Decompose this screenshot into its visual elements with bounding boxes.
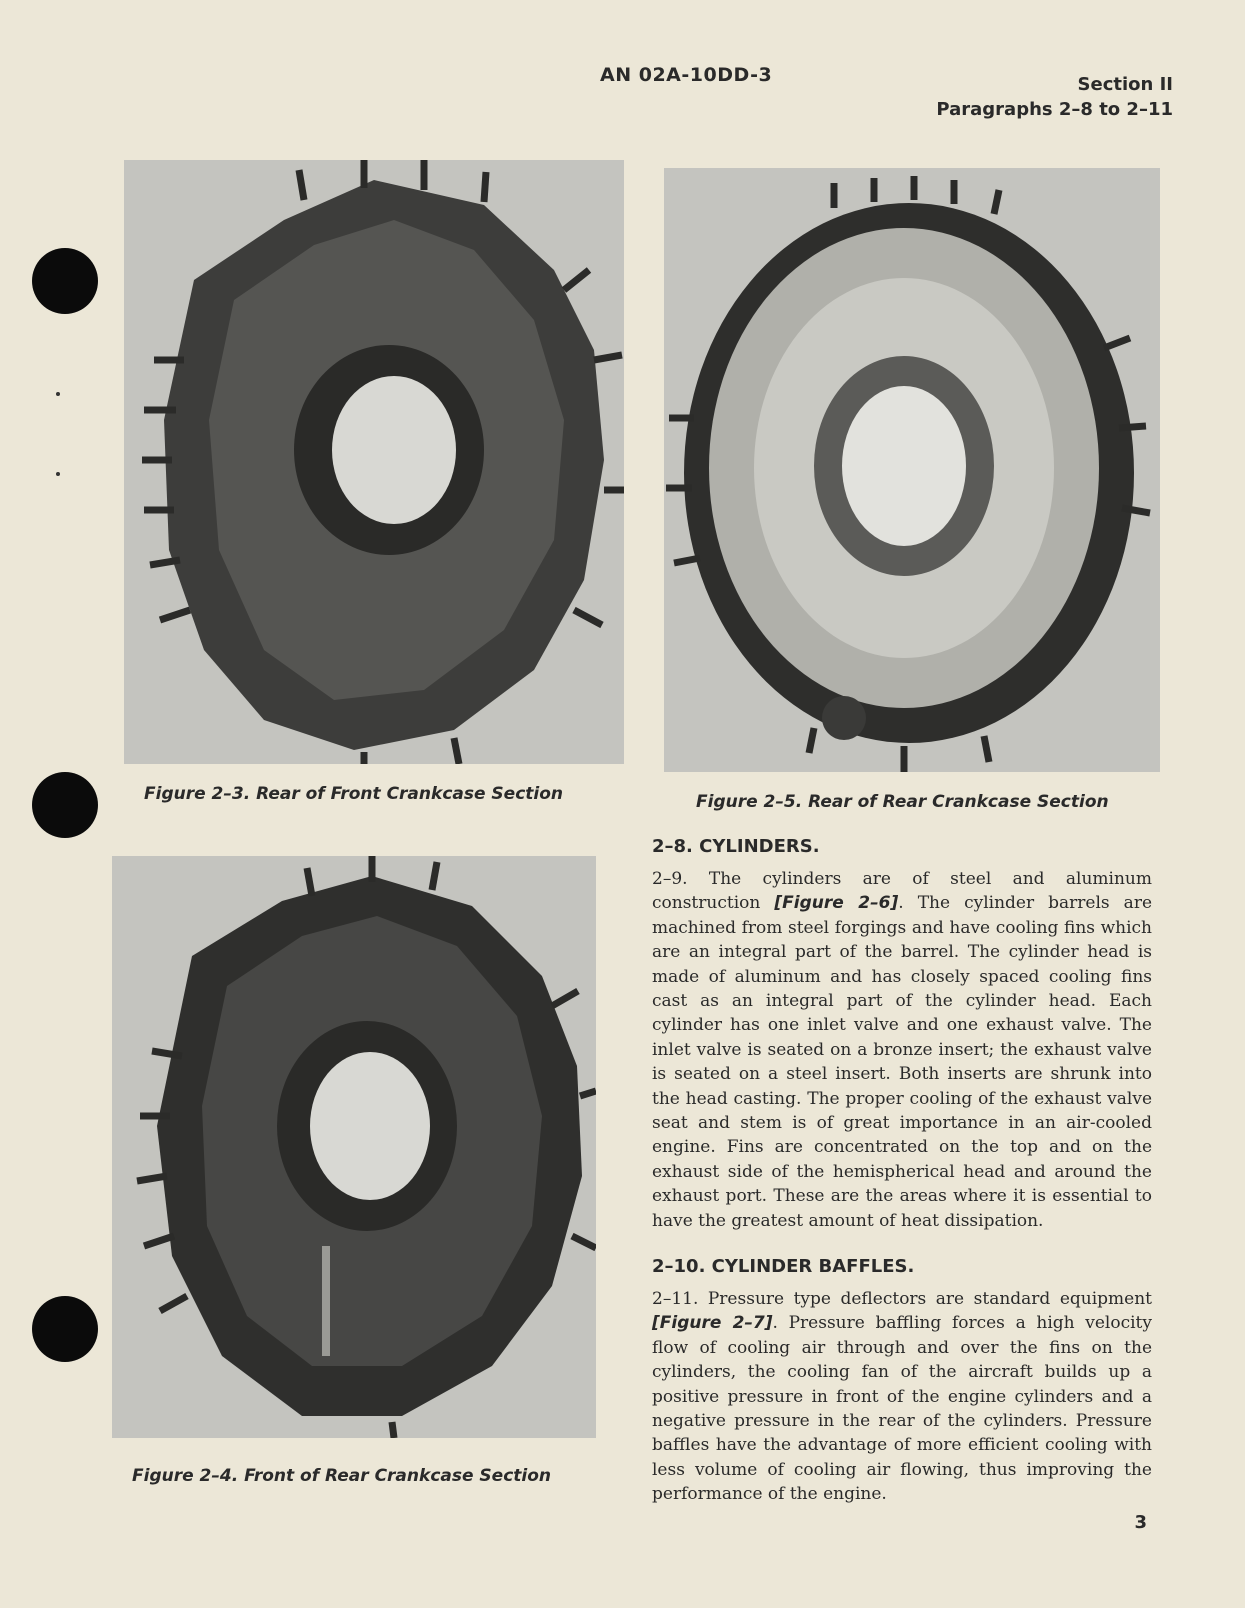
crankcase-photo [664,168,1160,772]
crankcase-photo [124,160,624,764]
figure-2-4-photo [112,856,596,1438]
section-label: Section II [1077,74,1173,95]
section-cylinder-baffles [652,1256,1152,1507]
paragraph-text: . Pressure baffling forces a high velocity flow of cooling air through and over the fins on the cylinders, the cooling fan of the aircraft builds up a positive pressure in front of the engine cylinders and a negative pressure in the rear of the cylinders. Pressure baffles have the advantage of more efficient cooling with less volume of cooling air flowing, thus improving the performance of the engine. [652,1313,1152,1505]
speck [56,472,60,476]
section-paragraph [652,1287,1152,1507]
figure-reference[interactable]: [Figure 2–6] [774,893,899,914]
section-paragraph [652,867,1152,1233]
binder-hole [32,248,98,314]
paragraph-text: 2–9. The cylinders are of steel and aluminum construction [652,869,1152,914]
figure-reference[interactable]: [Figure 2–7] [652,1313,773,1334]
binder-hole [32,1296,98,1362]
paragraph-text: . The cylinder barrels are machined from steel forgings and have cooling fins which are an integral part of the barrel. The cylinder head is made of aluminum and has closely spaced cooling fins cast as an integral part of the cylinder head. Each cylinder has one inlet valve and one exhaust valve. The inlet valve is seated on a bronze insert; the exhaust valve is seated on a steel insert. Both inserts are shrunk into the head casting. The proper cooling of the exhaust valve seat and stem is of great importance in an air-cooled engine. Fins are concentrated on the top and on the exhaust side of the hemispherical head and around the exhaust port. These are the areas where it is essential to have the greatest amount of heat dissipation. [652,893,1153,1231]
figure-2-4-caption: Figure 2–4. Front of Rear Crankcase Section [132,1466,552,1486]
speck [56,392,60,396]
section-header [936,72,1173,122]
binder-hole [32,772,98,838]
paragraph-text: 2–11. Pressure type deflectors are standard equipment [652,1289,1152,1309]
page-number: 3 [1134,1512,1147,1533]
figure-2-3-caption: Figure 2–3. Rear of Front Crankcase Section [144,784,564,804]
paragraph-range: Paragraphs 2–8 to 2–11 [936,99,1173,120]
crankcase-photo [112,856,596,1438]
section-heading: 2–10. CYLINDER BAFFLES. [652,1256,915,1277]
document-number: AN 02A-10DD-3 [600,64,773,86]
figure-2-5-photo [664,168,1160,772]
section-heading: 2–8. CYLINDERS. [652,836,820,857]
figure-2-3-photo [124,160,624,764]
section-cylinders [652,836,1152,1233]
figure-2-5-caption: Figure 2–5. Rear of Rear Crankcase Section [696,792,1109,812]
